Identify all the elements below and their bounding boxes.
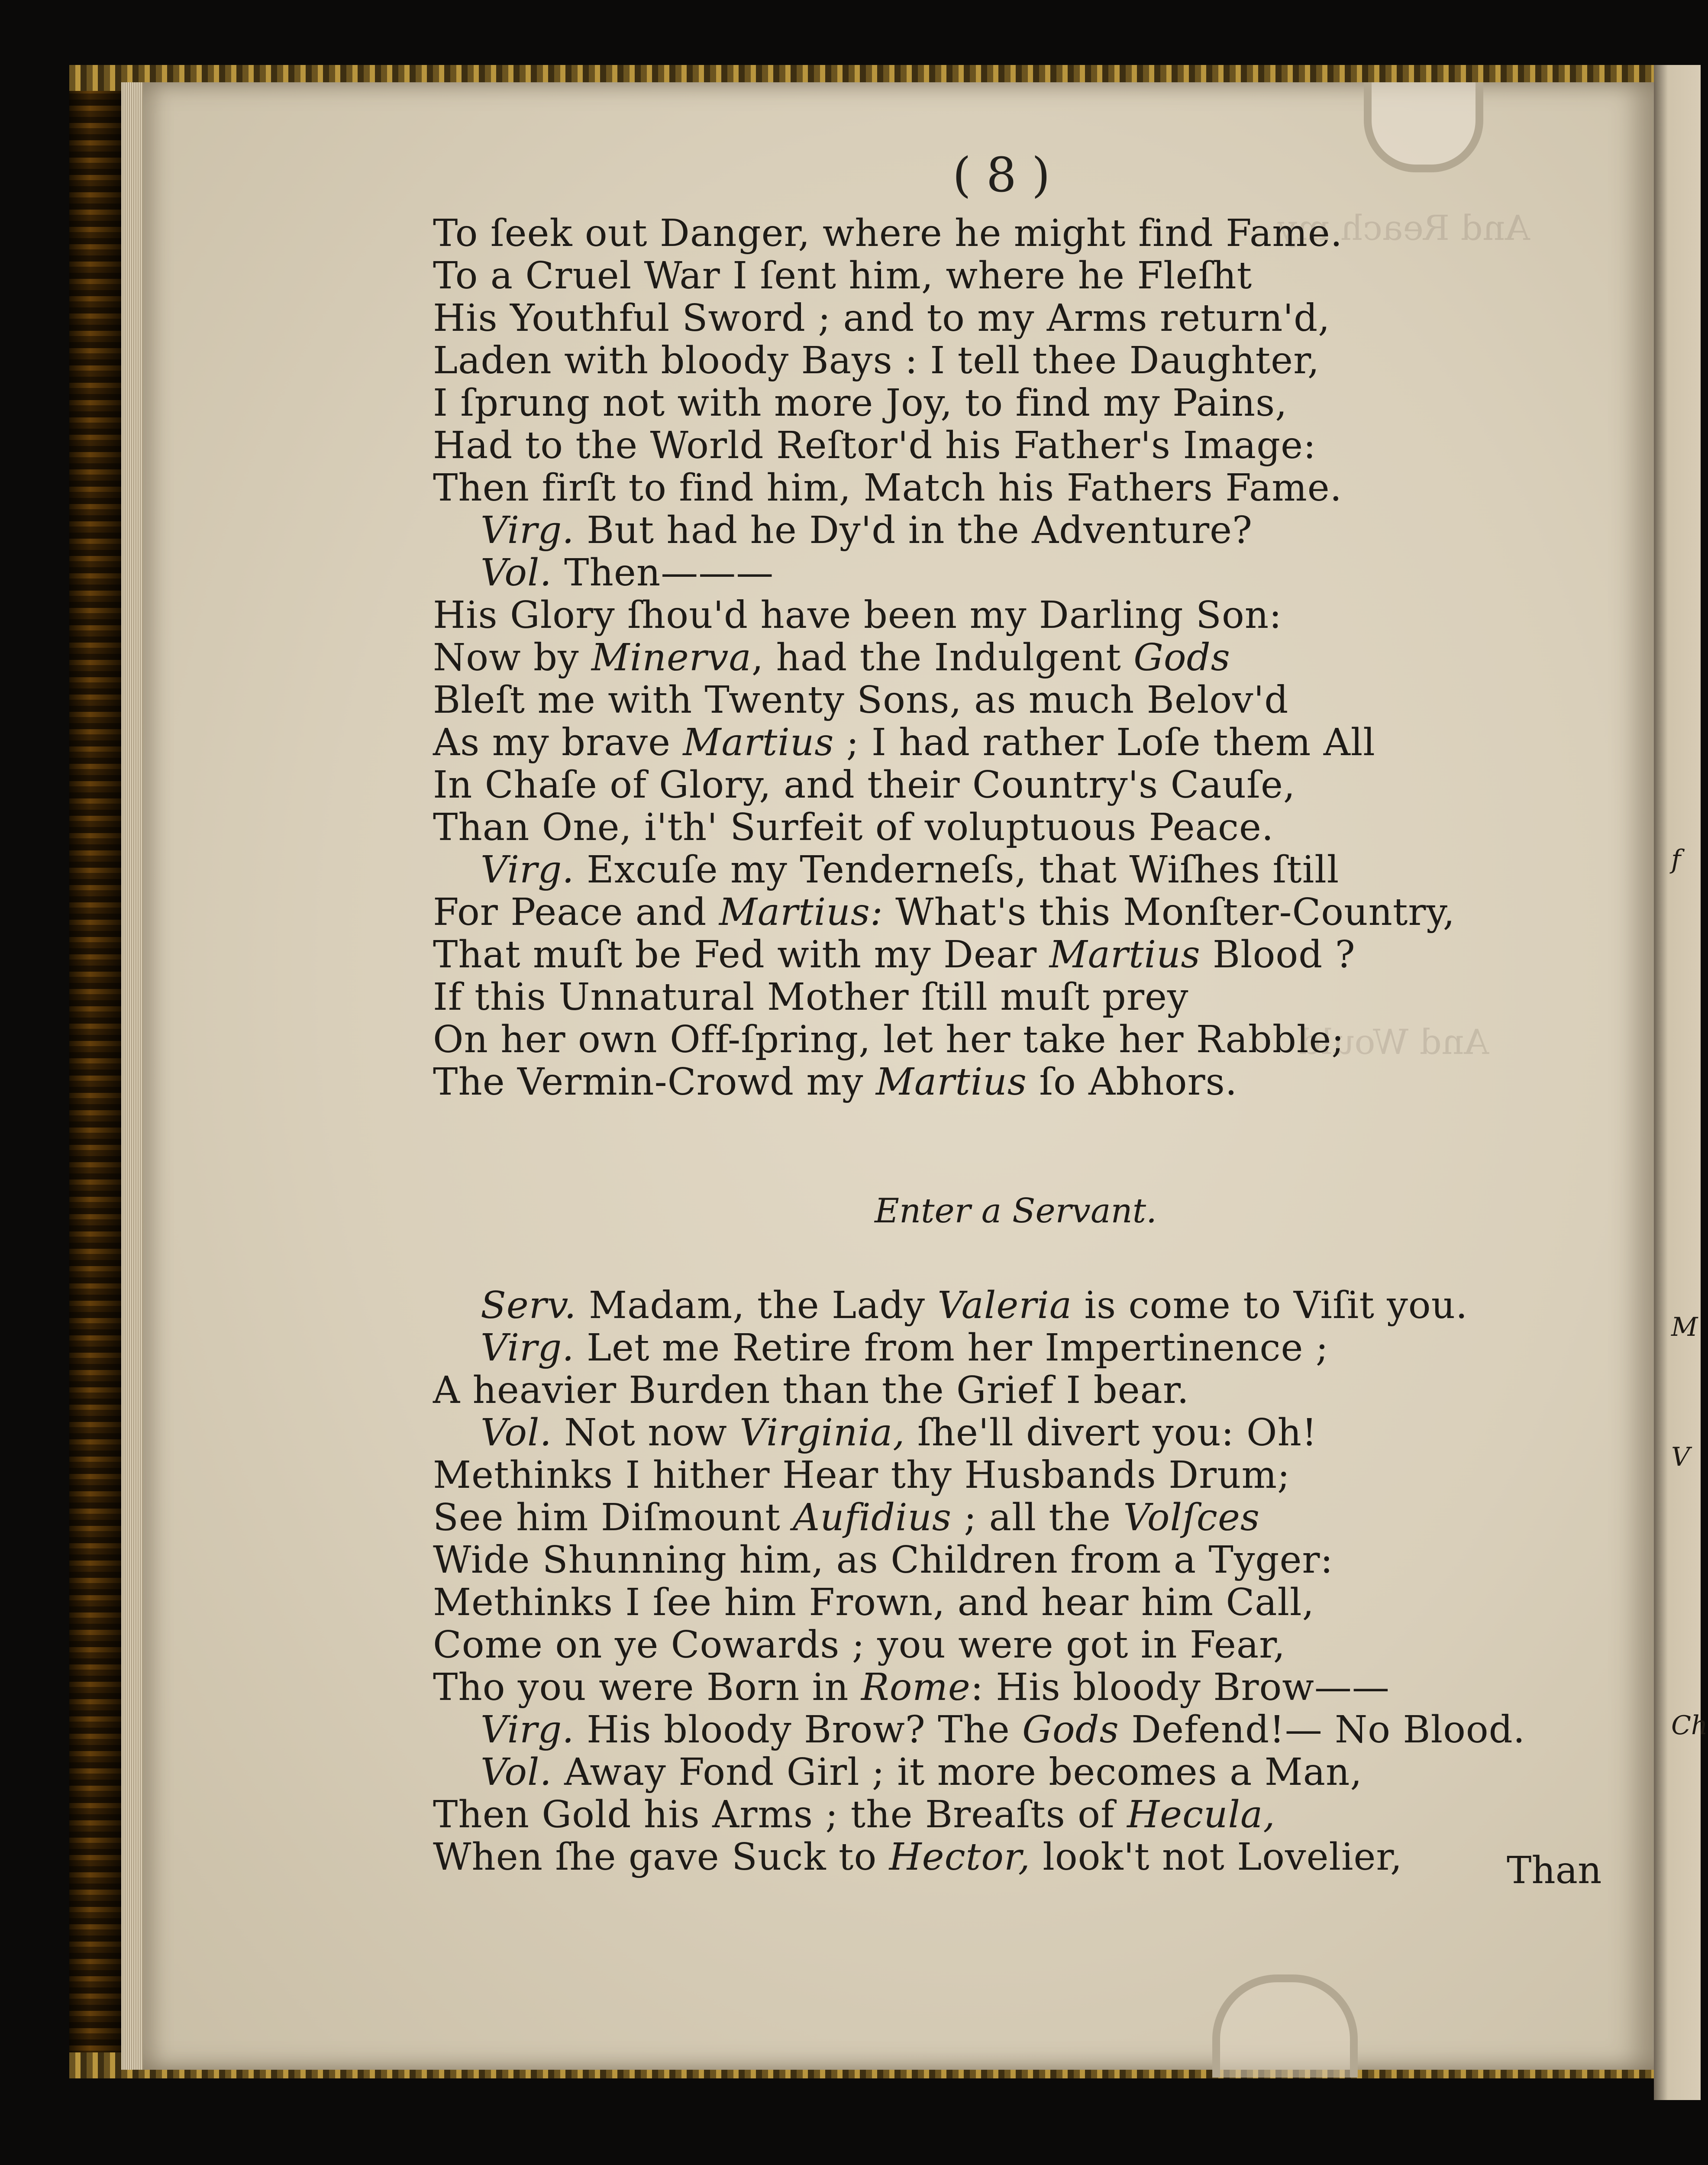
- verse-line: [433, 509, 1602, 552]
- text-block-second: [433, 1284, 1602, 1878]
- verse-line: [433, 849, 1602, 891]
- show-through-text: And Would: [1299, 1022, 1489, 1062]
- italic-name: Rome: [861, 1666, 971, 1709]
- line-text: Madam, the Lady: [576, 1284, 938, 1327]
- line-text: Methinks I hither Hear thy Husbands Drum;: [433, 1454, 1291, 1497]
- line-text: His Glory ſhou'd have been my Darling Son:: [433, 594, 1282, 637]
- line-text: The Vermin-Crowd my: [433, 1060, 876, 1104]
- speaker-name: Virg.: [481, 1708, 575, 1751]
- verse-line: [433, 1666, 1602, 1709]
- verse-line: [433, 212, 1602, 255]
- speaker-name: Virg.: [481, 1326, 575, 1370]
- line-text: For Peace and: [433, 891, 719, 934]
- italic-name: Hector,: [889, 1835, 1030, 1879]
- italic-name: Volſces: [1123, 1496, 1260, 1539]
- verse-line: [433, 594, 1602, 637]
- line-text: I ſprung not with more Joy, to find my Pains,: [433, 381, 1288, 425]
- line-text: His Youthful Sword ; and to my Arms return'd,: [433, 297, 1330, 340]
- line-text: To a Cruel War I ſent him, where he Fleſht: [433, 254, 1253, 297]
- stage-direction: Enter a Servant.: [875, 1192, 1157, 1231]
- line-text: Laden with bloody Bays : I tell thee Daughter,: [433, 339, 1320, 382]
- line-text: But had he Dy'd in the Adventure?: [574, 509, 1253, 552]
- speaker-name: Vol.: [481, 551, 552, 595]
- line-text: Then———: [552, 551, 774, 595]
- line-text: Come on ye Cowards ; you were got in Fear,: [433, 1623, 1286, 1667]
- italic-name: Aufidius: [793, 1496, 952, 1539]
- line-text: Away Fond Girl ; it more becomes a Man,: [552, 1751, 1363, 1794]
- line-text: That muſt be Fed with my Dear: [433, 933, 1049, 976]
- verse-line: [433, 424, 1602, 467]
- catchword: Than: [1507, 1849, 1602, 1892]
- line-text: His bloody Brow? The: [574, 1708, 1023, 1751]
- line-text: Then Gold his Arms ; the Breaſts of: [433, 1793, 1127, 1836]
- verse-line: [433, 297, 1602, 339]
- italic-name: Martius: [683, 721, 834, 764]
- line-text: Let me Retire from her Impertinence ;: [574, 1326, 1329, 1370]
- facing-page-edge: [1654, 65, 1708, 2100]
- italic-name: Virginia,: [739, 1411, 905, 1454]
- line-text: Tho you were Born in: [433, 1666, 861, 1709]
- verse-line: [433, 679, 1602, 721]
- verse-line: [433, 1327, 1602, 1369]
- verse-line: [433, 1624, 1602, 1666]
- book-clip-top: [1364, 82, 1483, 172]
- show-through-text: And Reach my: [1277, 208, 1530, 248]
- line-text: Excuſe my Tenderneſs, that Wiſhes ſtill: [574, 848, 1340, 892]
- verse-line: [433, 1496, 1602, 1539]
- verse-line: [433, 467, 1602, 509]
- verse-line: [433, 1793, 1602, 1836]
- verse-line: [433, 976, 1602, 1018]
- verse-line: [433, 934, 1602, 976]
- line-text: A heavier Burden than the Grief I bear.: [433, 1369, 1189, 1412]
- play-text: [433, 212, 1602, 1878]
- line-text: In Chaſe of Glory, and their Country's Cauſe,: [433, 763, 1296, 807]
- line-text: ſo Abhors.: [1027, 1060, 1238, 1104]
- line-text: : His bloody Brow——: [970, 1666, 1390, 1709]
- gilt-cover-edge: [69, 65, 121, 2074]
- line-text: Bleſt me with Twenty Sons, as much Belov'd: [433, 679, 1289, 722]
- line-text: Methinks I ſee him Frown, and hear him Call,: [433, 1581, 1314, 1624]
- italic-name: Gods: [1022, 1708, 1119, 1751]
- verse-line: [433, 1836, 1602, 1878]
- verse-line: [433, 1018, 1602, 1061]
- line-text: Then firſt to find him, Match his Fathers Fame.: [433, 466, 1342, 510]
- line-text: If this Unnatural Mother ſtill muſt prey: [433, 976, 1189, 1019]
- verse-line: [433, 891, 1602, 934]
- speaker-name: Virg.: [481, 848, 575, 892]
- speaker-name: Vol.: [481, 1751, 552, 1794]
- verse-line: [433, 1412, 1602, 1454]
- facing-page-glyph: M: [1671, 1312, 1698, 1342]
- verse-line: [433, 1454, 1602, 1496]
- line-text: , had the Indulgent: [751, 636, 1134, 679]
- verse-line: [433, 255, 1602, 297]
- line-text: Defend!— No Blood.: [1119, 1708, 1526, 1751]
- italic-name: Valeria: [937, 1284, 1072, 1327]
- verse-line: [433, 382, 1602, 424]
- line-text: Than One, i'th' Surfeit of voluptuous Peace.: [433, 806, 1274, 849]
- italic-name: Martius: [1049, 933, 1201, 976]
- line-text: Blood ?: [1200, 933, 1356, 976]
- verse-line: [433, 806, 1602, 849]
- verse-line: [433, 637, 1602, 679]
- line-text: look't not Lovelier,: [1030, 1835, 1403, 1879]
- line-text: ſhe'll divert you: Oh!: [905, 1411, 1317, 1454]
- line-text: Wide Shunning him, as Children from a Tyger:: [433, 1538, 1333, 1582]
- italic-name: Hecula,: [1127, 1793, 1275, 1836]
- verse-line: [433, 1709, 1602, 1751]
- line-text: What's this Monſter-Country,: [883, 891, 1456, 934]
- speaker-name: Serv.: [481, 1284, 577, 1327]
- verse-line: [433, 1581, 1602, 1624]
- text-block-first: [433, 212, 1602, 1103]
- line-text: ; all the: [952, 1496, 1124, 1539]
- verse-line: [433, 764, 1602, 806]
- verse-line: [433, 1284, 1602, 1327]
- speaker-name: Vol.: [481, 1411, 552, 1454]
- line-text: As my brave: [433, 721, 683, 764]
- italic-name: Martius: [875, 1060, 1027, 1104]
- facing-page-glyph: Ch: [1671, 1710, 1708, 1741]
- line-text: Now by: [433, 636, 591, 679]
- line-text: On her own Off-ſpring, let her take her Rabble;: [433, 1018, 1345, 1061]
- verse-line: [433, 1369, 1602, 1412]
- verse-line: [433, 339, 1602, 382]
- line-text: See him Diſmount: [433, 1496, 793, 1539]
- speaker-name: Virg.: [481, 509, 575, 552]
- italic-name: Minerva: [591, 636, 752, 679]
- line-text: To ſeek out Danger, where he might find Fame.: [433, 212, 1343, 255]
- line-text: Had to the World Reſtor'd his Father's Image:: [433, 424, 1317, 467]
- line-text: Not now: [552, 1411, 740, 1454]
- line-text: ; I had rather Loſe them All: [834, 721, 1375, 764]
- verse-line: [433, 552, 1602, 594]
- spacer: [433, 1103, 1602, 1190]
- page-number: ( 8 ): [952, 147, 1050, 203]
- italic-name: Martius:: [719, 891, 883, 934]
- facing-page-glyph: V: [1671, 1442, 1690, 1472]
- spacer: [433, 1232, 1602, 1284]
- verse-line: [433, 1751, 1602, 1793]
- verse-line: [433, 1539, 1602, 1581]
- line-text: When ſhe gave Suck to: [433, 1835, 889, 1879]
- line-text: is come to Viſit you.: [1072, 1284, 1468, 1327]
- italic-name: Gods: [1133, 636, 1230, 679]
- facing-page-glyph: f: [1671, 844, 1681, 875]
- verse-line: [433, 1061, 1602, 1103]
- verse-line: [433, 721, 1602, 764]
